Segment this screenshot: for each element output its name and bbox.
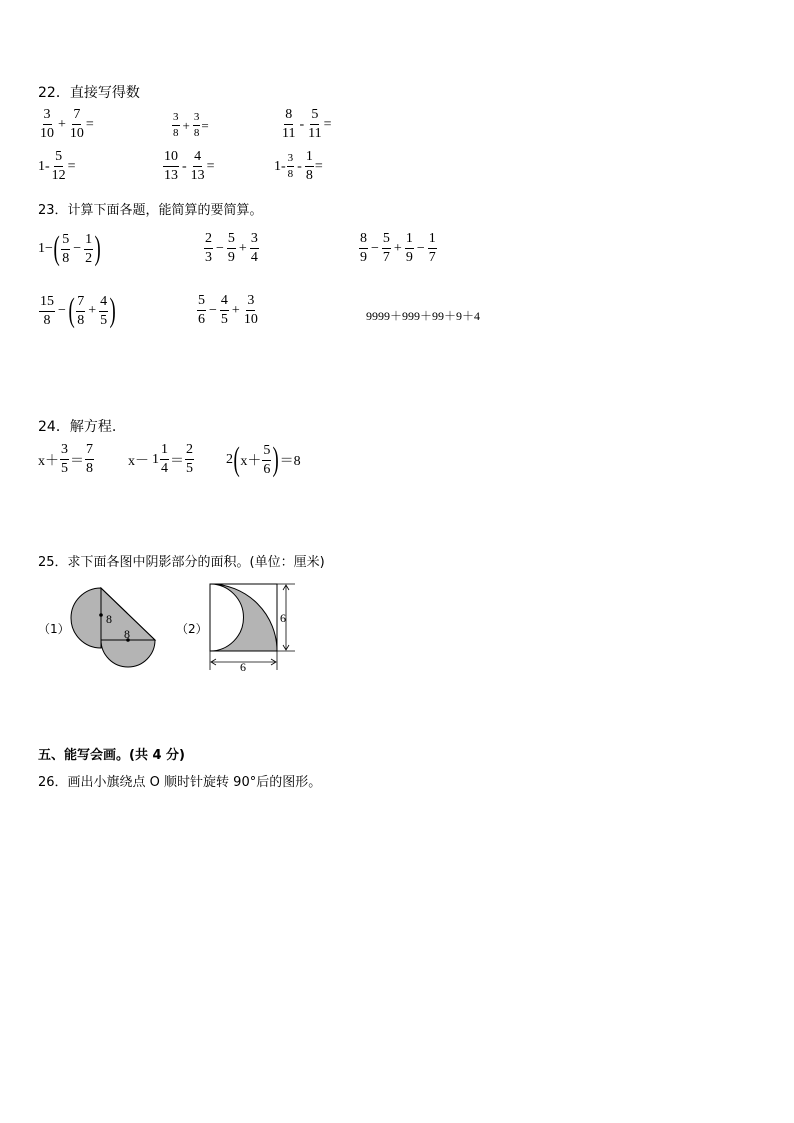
q23-expr-4: $\frac{15}{8}$ − ( $\frac{7}{8}$ + $\frac{4}{5}$ ) — [40, 292, 116, 329]
figure-2-label: （2） — [176, 622, 208, 636]
q25-title: 25．求下面各图中阴影部分的面积。(单位：厘米) — [38, 555, 325, 570]
q22-item-3: $\frac{8}{11}$ - $\frac{5}{11}$ = — [282, 107, 332, 141]
figure-1-dim-vertical: 8 — [106, 612, 112, 626]
q24-equation-3: 2 ( x＋ $\frac{5}{6}$ ) ＝8 — [226, 441, 301, 478]
figure-2 — [203, 578, 303, 673]
q23-expr-5: $\frac{5}{6}$ − $\frac{4}{5}$ + $\frac{3}{10}$ — [198, 293, 258, 327]
q22-item-5: $\frac{10}{13}$ - $\frac{4}{13}$ = — [164, 149, 215, 183]
q23-expr-2: $\frac{2}{3}$ − $\frac{5}{9}$ + $\frac{3}{4}$ — [205, 231, 258, 265]
q24-title: 24．解方程. — [38, 419, 117, 435]
q23-expr-3: $\frac{8}{9}$ − $\frac{5}{7}$ + $\frac{1}{9}$ − $\frac{1}{7}$ — [360, 231, 436, 265]
figure-1-label: （1） — [38, 622, 70, 636]
q22-title: 22．直接写得数 — [38, 85, 140, 101]
q24-equation-2: x－ 1 $\frac{1}{4}$ ＝ $\frac{2}{5}$ — [128, 442, 193, 476]
figure-1-upper-semicircle — [71, 588, 101, 648]
q22-item-1: $\frac{3}{10}$ + $\frac{7}{10}$ = — [40, 107, 94, 141]
figure-1-dim-horizontal: 8 — [124, 627, 130, 641]
figure-2-dim-side: 6 — [280, 611, 286, 625]
q26-title: 26．画出小旗绕点 O 顺时针旋转 90°后的图形。 — [38, 775, 322, 790]
q23-expr-6: 9999＋999＋99＋9＋4 — [366, 309, 481, 323]
q22-item-4: 1- $\frac{5}{12}$ = — [38, 149, 76, 183]
q22-item-6: 1- $\frac{3}{8}$ - $\frac{1}{8}$ = — [274, 149, 323, 183]
q23-title: 23．计算下面各题，能简算的要简算。 — [38, 203, 263, 218]
figure-2-dim-bottom: 6 — [240, 660, 246, 673]
q22-item-2: $\frac{3}{8}$ + $\frac{3}{8}$ = — [173, 111, 209, 139]
q23-expr-1: 1− ( $\frac{5}{8}$ − $\frac{1}{2}$ ) — [38, 230, 101, 267]
section-5-title: 五、能写会画。(共 4 分) — [38, 748, 185, 763]
q24-equation-1: x＋ $\frac{3}{5}$ ＝ $\frac{7}{8}$ — [38, 442, 93, 476]
figure-1-lower-semicircle — [101, 640, 155, 667]
figure-1 — [60, 580, 170, 680]
figure-1-point — [99, 613, 103, 617]
